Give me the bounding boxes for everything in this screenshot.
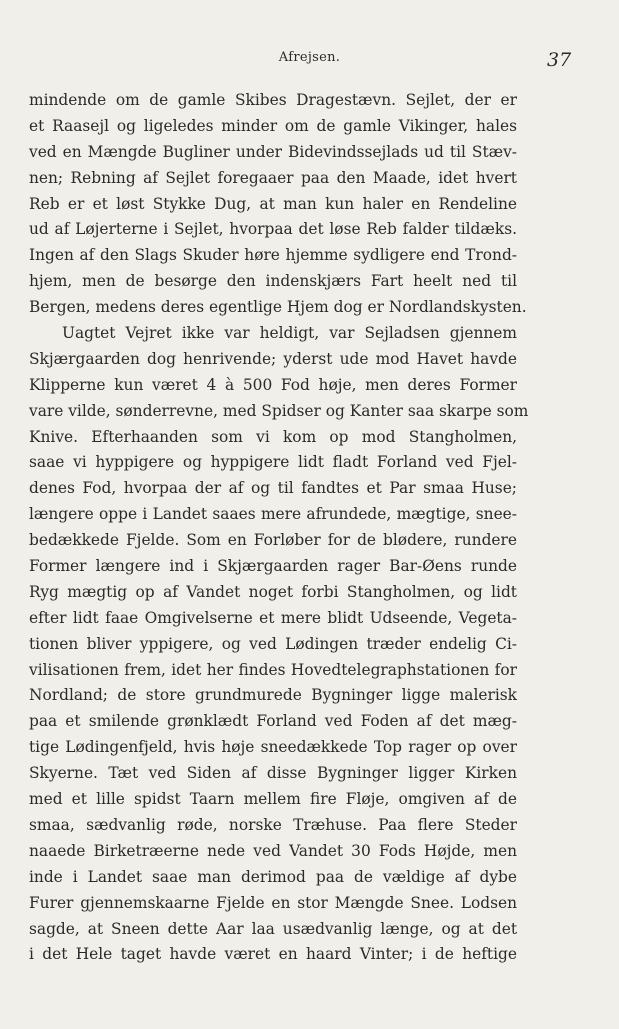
text-line: Skjærgaarden dog henrivende; yderst ude mod Havet havde — [29, 349, 517, 368]
text-line: længere oppe i Landet saaes mere afrundede, mægtige, snee- — [29, 505, 517, 524]
text-line: hjem, men de besørge den indenskjærs Fart heelt ned til — [29, 272, 517, 291]
text-line: efter lidt faae Omgivelserne et mere blidt Udseende, Vegeta- — [29, 608, 517, 627]
text-line: inde i Landet saae man derimod paa de vældige af dybe — [29, 867, 517, 886]
text-line: Bergen, medens deres egentlige Hjem dog er Nordlandskysten. — [29, 298, 527, 317]
text-line: et Raasejl og ligeledes minder om de gamle Vikinger, hales — [29, 116, 517, 135]
text-line: Nordland; de store grundmurede Bygninger ligge malerisk — [29, 686, 517, 705]
text-line: vare vilde, sønderrevne, med Spidser og Kanter saa skarpe som — [29, 401, 529, 420]
text-line: Skyerne. Tæt ved Siden af disse Bygninger ligger Kirken — [29, 764, 517, 783]
text-line: Reb er et løst Stykke Dug, at man kun haler en Rendeline — [29, 194, 517, 213]
text-line: Ryg mægtig op af Vandet noget forbi Stangholmen, og lidt — [29, 582, 517, 601]
text-line: Former længere ind i Skjærgaarden rager Bar-Øens runde — [29, 557, 517, 576]
text-line: smaa, sædvanlig røde, norske Træhuse. Paa flere Steder — [29, 815, 517, 834]
text-line: naaede Birketræerne nede ved Vandet 30 Fods Højde, men — [29, 841, 517, 860]
text-line: denes Fod, hvorpaa der af og til fandtes et Par smaa Huse; — [29, 479, 517, 498]
text-line: mindende om de gamle Skibes Dragestævn. Sejlet, der er — [29, 91, 517, 109]
text-line: vilisationen frem, idet her findes Hovedtelegraphstationen for — [29, 660, 517, 679]
text-line: Furer gjennemskaarne Fjelde en stor Mængde Snee. Lodsen — [29, 893, 517, 912]
text-line: tionen bliver yppigere, og ved Lødingen træder endelig Ci- — [29, 634, 517, 653]
running-header: Afrejsen. — [278, 50, 341, 65]
text-line: tige Lødingenfjeld, hvis høje sneedækkede Top rager op over — [29, 738, 517, 757]
text-line: bedækkede Fjelde. Som en Forløber for de blødere, rundere — [29, 531, 517, 550]
text-line: Knive. Efterhaanden som vi kom op mod Stangholmen, — [29, 427, 517, 446]
text-line: Uagtet Vejret ikke var heldigt, var Sejladsen gjennem — [62, 324, 517, 343]
text-line: sagde, at Sneen dette Aar laa usædvanlig længe, og at det — [29, 919, 517, 938]
text-line: Klipperne kun været 4 à 500 Fod høje, men deres Former — [29, 375, 517, 394]
text-line: i det Hele taget havde været en haard Vinter; i de heftige — [29, 945, 517, 964]
text-line: nen; Rebning af Sejlet foregaaer paa den Maade, idet hvert — [29, 168, 517, 187]
text-line: saae vi hyppigere og hyppigere lidt fladt Forland ved Fjel- — [29, 453, 517, 472]
page-number: 37 — [547, 49, 572, 71]
text-line: Ingen af den Slags Skuder høre hjemme sydligere end Trond- — [29, 246, 517, 265]
text-line: paa et smilende grønklædt Forland ved Foden af det mæg- — [29, 712, 517, 731]
body-text — [29, 88, 529, 968]
text-line: ved en Mængde Bugliner under Bidevindssejlads ud til Stæv- — [29, 142, 517, 161]
text-line: med et lille spidst Taarn mellem fire Fløje, omgiven af de — [29, 790, 517, 809]
text-line: ud af Løjerterne i Sejlet, hvorpaa det løse Reb falder tildæks. — [29, 220, 517, 239]
